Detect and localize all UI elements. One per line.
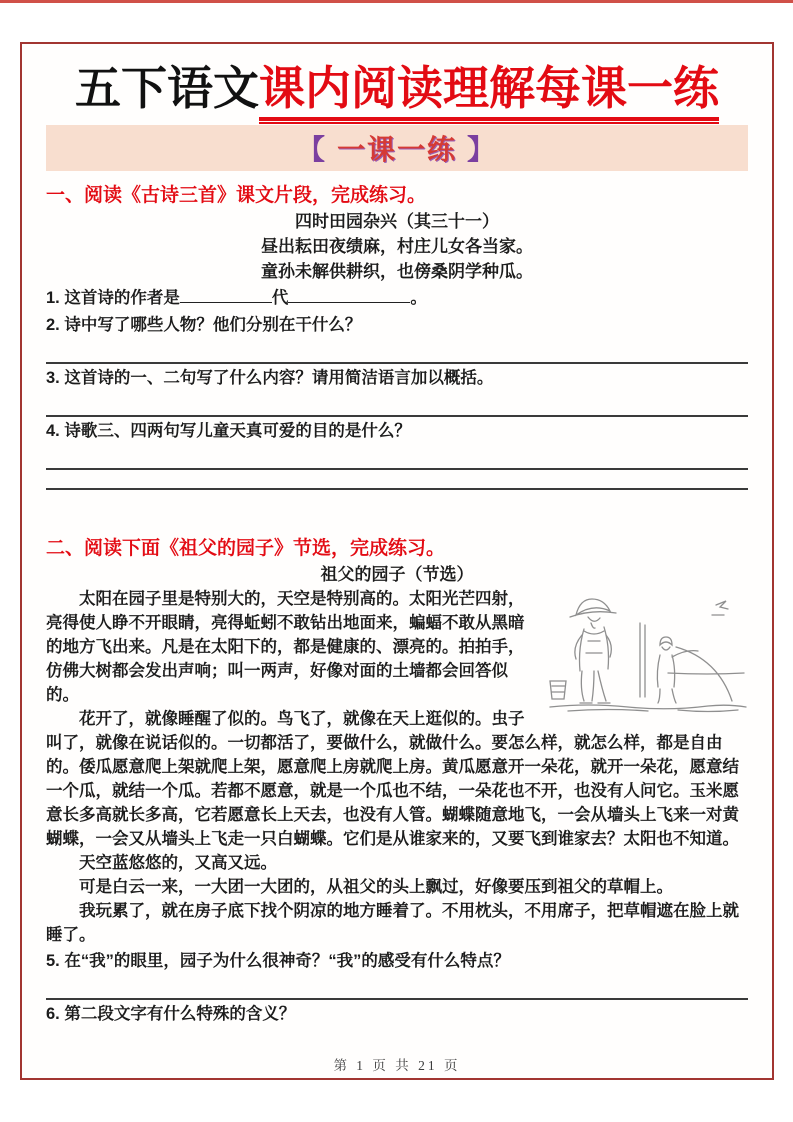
top-red-strip bbox=[0, 0, 793, 3]
question-5: 5. 在“我”的眼里，园子为什么很神奇？“我”的感受有什么特点？ bbox=[46, 951, 510, 970]
fill-in-blank bbox=[180, 288, 272, 303]
answer-line bbox=[46, 998, 748, 1000]
poem-line-1: 昼出耘田夜绩麻，村庄儿女各当家。 bbox=[261, 236, 533, 256]
section1-heading: 一、阅读《古诗三首》课文片段，完成练习。 bbox=[46, 184, 427, 206]
passage-paragraph-1: 太阳在园子里是特别大的，天空是特别高的。太阳光芒四射，亮得使人睁不开眼睛，亮得蚯蚓不敢钻出地面来，蝙蝠不敢从黑暗的地方飞出来。凡是在太阳下的，都是健康的、漂亮的。拍拍手，仿佛大树都会发出声响；叫一两声，好像对面的土墙都会回答似的。 bbox=[46, 589, 525, 704]
page-title bbox=[46, 62, 748, 115]
passage-paragraph-2: 花开了，就像睡醒了似的。鸟飞了，就像在天上逛似的。虫子叫了，就像在说话似的。一切都活了，要做什么，就做什么。要怎么样，就怎么样，都是自由的。倭瓜愿意爬上架就爬上架，愿意爬上房就爬上房。黄瓜愿意开一朵花，就开一朵花，愿意结一个瓜，就结一个瓜。若都不愿意，就是一个瓜也不结，一朵花也不开，也没有人问它。玉米愿意长多高就长多高，它若愿意长上天去，也没有人管。蝴蝶随意地飞，一会从墙头上飞来一对黄蝴蝶，一会又从墙头上飞走一只白蝴蝶。它们是从谁家来的，又要飞到谁家去？太阳也不知道。 bbox=[46, 709, 739, 848]
answer-space bbox=[46, 444, 748, 468]
banner-bracket-left: 【 bbox=[296, 133, 327, 165]
passage-title: 祖父的园子（节选） bbox=[320, 564, 474, 584]
answer-space bbox=[46, 974, 748, 998]
question-2: 2. 诗中写了哪些人物？他们分别在干什么？ bbox=[46, 315, 362, 334]
grandfather-and-child-garden-sketch-illustration bbox=[548, 589, 748, 715]
banner-bracket-right: 】 bbox=[467, 133, 498, 165]
question-3: 3. 这首诗的一、二句写了什么内容？请用简洁语言加以概括。 bbox=[46, 368, 494, 387]
page-title-red-underlined: 课内阅读理解每课一练 bbox=[259, 62, 719, 124]
banner-label: 一课一练 bbox=[336, 133, 457, 165]
answer-space bbox=[46, 391, 748, 415]
question-1 bbox=[46, 286, 748, 311]
question-4: 4. 诗歌三、四两句写儿童天真可爱的目的是什么？ bbox=[46, 421, 411, 440]
passage-paragraph-4: 可是白云一来，一大团一大团的，从祖父的头上飘过，好像要压到祖父的草帽上。 bbox=[79, 877, 673, 896]
page-frame bbox=[20, 42, 774, 1080]
question-1-prefix: 1. 这首诗的作者是 bbox=[46, 288, 180, 307]
page-title-black: 五下语文 bbox=[75, 62, 259, 114]
question-1-mid: 代 bbox=[271, 288, 289, 307]
answer-line bbox=[46, 415, 748, 417]
poem-title: 四时田园杂兴（其三十一） bbox=[295, 211, 499, 231]
answer-line bbox=[46, 362, 748, 364]
section-gap bbox=[46, 490, 748, 524]
page-number-footer: 第 1 页 共 21 页 bbox=[333, 1058, 461, 1073]
lesson-practice-banner bbox=[46, 125, 748, 171]
passage-body bbox=[46, 587, 748, 947]
section2-heading: 二、阅读下面《祖父的园子》节选，完成练习。 bbox=[46, 537, 446, 559]
answer-space bbox=[46, 338, 748, 362]
passage-paragraph-3: 天空蓝悠悠的，又高又远。 bbox=[79, 853, 277, 872]
question-1-suffix: 。 bbox=[410, 288, 427, 307]
poem-line-2: 童孙未解供耕织，也傍桑阴学种瓜。 bbox=[261, 261, 533, 281]
answer-space bbox=[46, 470, 748, 488]
passage-paragraph-5: 我玩累了，就在房子底下找个阴凉的地方睡着了。不用枕头，不用席子，把草帽遮在脸上就睡了。 bbox=[46, 901, 739, 944]
fill-in-blank bbox=[288, 288, 410, 303]
question-6: 6. 第二段文字有什么特殊的含义？ bbox=[46, 1004, 296, 1023]
